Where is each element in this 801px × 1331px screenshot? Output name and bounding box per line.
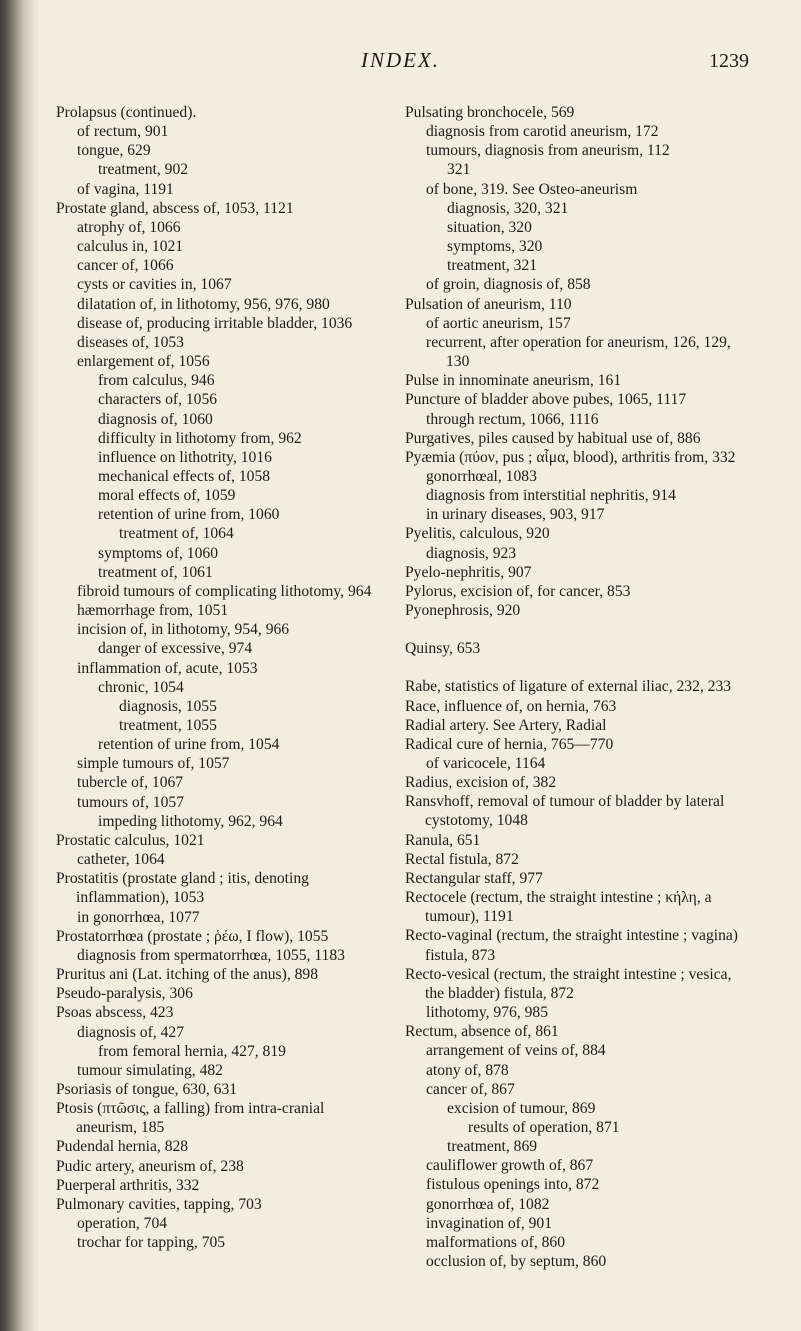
index-subentry: atony of, 878 xyxy=(426,1061,509,1079)
index-entry: Quinsy, 653 xyxy=(405,640,481,658)
index-subentry: diagnosis, 923 xyxy=(426,544,517,562)
index-entry: Pudic artery, aneurism of, 238 xyxy=(56,1157,244,1175)
index-entry: Radius, excision of, 382 xyxy=(405,774,557,792)
index-subentry: of groin, diagnosis of, 858 xyxy=(426,276,591,294)
index-entry: Pyelo-nephritis, 907 xyxy=(405,563,532,581)
index-subentry: diagnosis, 1055 xyxy=(119,697,217,715)
index-subentry: from femoral hernia, 427, 819 xyxy=(98,1042,286,1060)
index-entry: Ptosis (πτῶσις, a falling) from intra-cranial aneurism, 185 xyxy=(56,1100,325,1137)
index-subentry: mechanical effects of, 1058 xyxy=(98,467,271,485)
index-subentry: diagnosis of, 427 xyxy=(77,1023,184,1041)
index-subentry: diagnosis, 320, 321 xyxy=(447,199,569,217)
index-entry: Pruritus ani (Lat. itching of the anus), 898 xyxy=(56,966,319,984)
index-entry: Race, influence of, on hernia, 763 xyxy=(405,697,617,715)
index-subentry: of rectum, 901 xyxy=(77,123,169,141)
index-subentry: symptoms of, 1060 xyxy=(98,544,218,562)
index-subentry: tumour simulating, 482 xyxy=(77,1061,223,1079)
index-entry: Recto-vaginal (rectum, the straight intestine ; vagina) fistula, 873 xyxy=(405,927,738,964)
index-subentry: retention of urine from, 1054 xyxy=(98,736,280,754)
index-subentry: hæmorrhage from, 1051 xyxy=(77,602,229,620)
index-subentry: incision of, in lithotomy, 954, 966 xyxy=(77,621,290,639)
index-entry: Pulsation of aneurism, 110 xyxy=(405,295,572,313)
index-entry: Pyæmia (πύον, pus ; αἷμα, blood), arthritis from, 332 xyxy=(405,448,736,466)
index-subentry: fistulous openings into, 872 xyxy=(426,1176,600,1194)
index-subentry: inflammation of, acute, 1053 xyxy=(77,659,258,677)
index-subentry: arrangement of veins of, 884 xyxy=(426,1042,606,1060)
index-subentry: difficulty in lithotomy from, 962 xyxy=(98,429,302,447)
index-entry: Pseudo-paralysis, 306 xyxy=(56,985,193,1003)
index-subentry: influence on lithotrity, 1016 xyxy=(98,448,272,466)
index-entry: Ranula, 651 xyxy=(405,831,481,849)
index-subentry: tumours, diagnosis from aneurism, 112 xyxy=(426,142,670,160)
index-subentry: symptoms, 320 xyxy=(447,238,543,256)
index-subentry: recurrent, after operation for aneurism, 126, 129, 130 xyxy=(426,333,731,371)
index-subentry: treatment, 869 xyxy=(447,1138,538,1156)
index-subentry: from calculus, 946 xyxy=(98,372,215,390)
index-entry: Prolapsus (continued). xyxy=(56,104,197,121)
index-subentry: diagnosis from spermatorrhœa, 1055, 1183 xyxy=(77,946,345,964)
index-entry: Recto-vesical (rectum, the straight intestine ; vesica, the bladder) fistula, 872 xyxy=(405,965,732,1002)
index-entry: Ransvhoff, removal of tumour of bladder by lateral cystotomy, 1048 xyxy=(405,793,725,830)
index-subentry: tongue, 629 xyxy=(77,142,151,160)
index-subentry: in urinary diseases, 903, 917 xyxy=(426,506,605,524)
index-subentry: in gonorrhœa, 1077 xyxy=(77,908,200,926)
index-subentry: of aortic aneurism, 157 xyxy=(426,314,571,332)
index-subentry: dilatation of, in lithotomy, 956, 976, 980 xyxy=(77,295,330,313)
index-subentry: enlargement of, 1056 xyxy=(77,353,210,371)
index-subentry: excision of tumour, 869 xyxy=(447,1099,596,1117)
index-entry: Pudendal hernia, 828 xyxy=(56,1138,189,1156)
index-subentry: treatment of, 1064 xyxy=(119,525,234,543)
index-subentry: treatment of, 1061 xyxy=(98,563,213,581)
index-subentry: chronic, 1054 xyxy=(98,678,184,696)
index-subentry: gonorrhœal, 1083 xyxy=(426,467,537,485)
index-subentry: cancer of, 1066 xyxy=(77,257,174,275)
index-subentry: of bone, 319. See Osteo-aneurism xyxy=(426,180,638,198)
index-subentry: of varicocele, 1164 xyxy=(426,755,546,772)
page-number: 1239 xyxy=(709,50,749,72)
index-subentry: gonorrhœa of, 1082 xyxy=(426,1195,550,1213)
index-subentry: results of operation, 871 xyxy=(468,1118,620,1136)
index-subentry: through rectum, 1066, 1116 xyxy=(426,410,599,428)
index-subentry: trochar for tapping, 705 xyxy=(77,1234,226,1252)
index-subentry: treatment, 902 xyxy=(98,161,189,179)
index-subentry: fibroid tumours of complicating lithotomy, 964 xyxy=(77,582,372,600)
index-column-left xyxy=(56,103,386,1252)
index-subentry: cysts or cavities in, 1067 xyxy=(77,276,232,294)
index-subentry: occlusion of, by septum, 860 xyxy=(426,1253,607,1271)
index-subentry: atrophy of, 1066 xyxy=(77,218,181,236)
index-subentry: treatment, 1055 xyxy=(119,717,217,734)
section-gap xyxy=(405,658,745,677)
index-entry: Psoas abscess, 423 xyxy=(56,1004,174,1022)
index-subentry: 321 xyxy=(447,161,471,179)
index-entry: Prostatic calculus, 1021 xyxy=(56,831,205,849)
index-entry: Purgatives, piles caused by habitual use of, 886 xyxy=(405,429,701,447)
index-entry: Psoriasis of tongue, 630, 631 xyxy=(56,1080,238,1098)
index-entry: Radial artery. See Artery, Radial xyxy=(405,716,607,734)
index-entry: Pyonephrosis, 920 xyxy=(405,602,521,620)
index-subentry: retention of urine from, 1060 xyxy=(98,506,280,524)
index-entry: Puerperal arthritis, 332 xyxy=(56,1176,200,1194)
index-subentry: simple tumours of, 1057 xyxy=(77,755,230,773)
index-subentry: cauliflower growth of, 867 xyxy=(426,1157,594,1175)
index-subentry: calculus in, 1021 xyxy=(77,238,184,256)
index-entry: Rectal fistula, 872 xyxy=(405,850,519,868)
index-entry: Radical cure of hernia, 765—770 xyxy=(405,735,614,753)
index-entry: Pylorus, excision of, for cancer, 853 xyxy=(405,582,631,600)
index-subentry: cancer of, 867 xyxy=(426,1080,515,1098)
index-entry: Rectum, absence of, 861 xyxy=(405,1023,559,1041)
index-subentry: tumours of, 1057 xyxy=(77,793,184,811)
index-subentry: malformations of, 860 xyxy=(426,1233,566,1251)
index-subentry: characters of, 1056 xyxy=(98,391,218,409)
index-subentry: moral effects of, 1059 xyxy=(98,487,236,505)
index-entry: Prostatorrhœa (prostate ; ῥέω, I flow), 1055 xyxy=(56,927,329,945)
index-subentry: diagnosis from carotid aneurism, 172 xyxy=(426,123,659,141)
index-subentry: catheter, 1064 xyxy=(77,851,165,869)
index-entry: Rabe, statistics of ligature of external iliac, 232, 233 xyxy=(405,678,732,696)
page-binding-edge xyxy=(0,0,40,1331)
index-subentry: tubercle of, 1067 xyxy=(77,774,184,792)
index-entry: Prostate gland, abscess of, 1053, 1121 xyxy=(56,199,294,217)
index-entry: Puncture of bladder above pubes, 1065, 1117 xyxy=(405,391,687,409)
index-subentry: diagnosis of, 1060 xyxy=(98,410,213,428)
index-entry: Prostatitis (prostate gland ; itis, denoting inflammation), 1053 xyxy=(56,870,309,907)
index-subentry: situation, 320 xyxy=(447,218,532,236)
page-header-title: INDEX. xyxy=(360,48,441,72)
index-entry: Rectocele (rectum, the straight intestine ; κήλη, a tumour), 1191 xyxy=(405,889,712,926)
index-entry: Pyelitis, calculous, 920 xyxy=(405,525,550,543)
index-subentry: diseases of, 1053 xyxy=(77,333,184,351)
index-entry: Rectangular staff, 977 xyxy=(405,869,543,887)
index-subentry: of vagina, 1191 xyxy=(77,180,174,198)
index-entry: Pulmonary cavities, tapping, 703 xyxy=(56,1195,262,1213)
index-subentry: invagination of, 901 xyxy=(426,1214,553,1232)
index-subentry: impeding lithotomy, 962, 964 xyxy=(98,812,283,830)
section-gap xyxy=(405,620,745,639)
index-subentry: treatment, 321 xyxy=(447,257,538,275)
index-subentry: diagnosis from interstitial nephritis, 914 xyxy=(426,487,676,505)
index-subentry: lithotomy, 976, 985 xyxy=(426,1004,549,1022)
index-subentry: danger of excessive, 974 xyxy=(98,640,253,658)
index-entry: Pulsating bronchocele, 569 xyxy=(405,104,575,121)
index-entry: Pulse in innominate aneurism, 161 xyxy=(405,372,622,390)
index-subentry: disease of, producing irritable bladder, 1036 xyxy=(77,314,353,332)
index-subentry: operation, 704 xyxy=(77,1215,168,1233)
index-column-right xyxy=(405,103,745,1271)
